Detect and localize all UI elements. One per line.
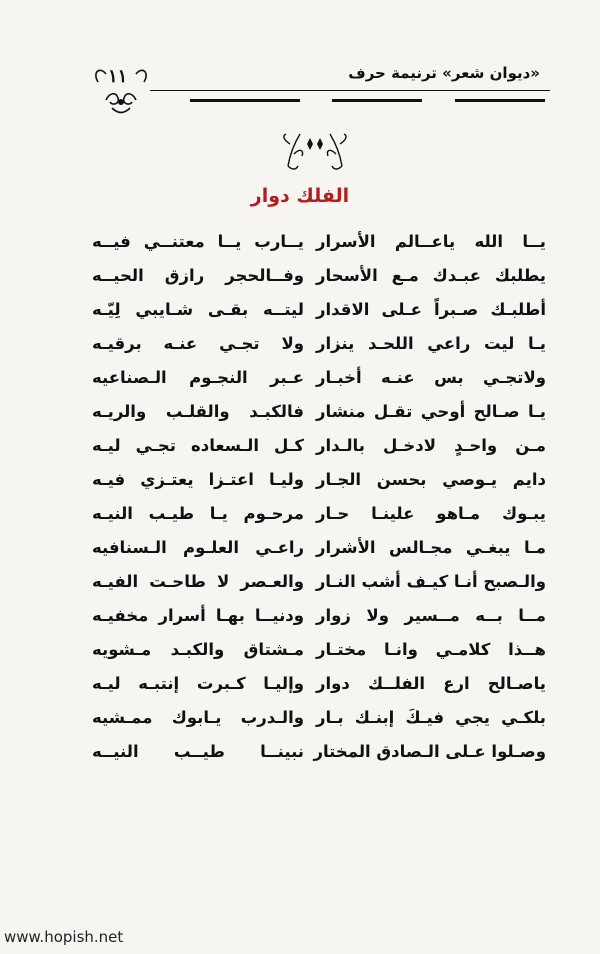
poem-title: الفلك دوار (250, 185, 350, 207)
verse-second-hemistich: يــارب يــا معتنــي فيــه (92, 232, 304, 251)
verse (0, 232, 600, 266)
verse-second-hemistich: نبينــا طيــب النيــه (92, 742, 304, 761)
verse-first-hemistich: مـا يبغـي مجـالس الأشرار (316, 538, 546, 557)
verse-first-hemistich: يطلبك عبـدك مـع الأسحار (316, 266, 546, 285)
floral-ornament-icon (280, 130, 350, 176)
verse (0, 300, 600, 334)
verse-first-hemistich: مـن واحـدٍ لادخـل بالـدار (316, 436, 546, 455)
verse (0, 266, 600, 300)
verse-second-hemistich: والـدرب يـابوك ممـشيه (92, 708, 304, 727)
verse (0, 572, 600, 606)
header-rule-thin (150, 90, 550, 91)
verse-first-hemistich: وصـلوا عـلى الـصادق المختار (313, 742, 546, 761)
verse (0, 368, 600, 402)
verse (0, 742, 600, 776)
verse (0, 674, 600, 708)
verse-first-hemistich: ولاتجـي بس عنـه أخبـار (316, 368, 546, 387)
verse (0, 606, 600, 640)
book-title: «ديوان شعر» ترنيمة حرف (348, 64, 540, 82)
verse-second-hemistich: عـبر النجـوم الـصناعيه (92, 368, 304, 387)
verse (0, 470, 600, 504)
verse-second-hemistich: ليتــه بقـى شـايبي لِيّـه (92, 300, 304, 319)
page-number: ١١ (108, 66, 128, 87)
verse (0, 640, 600, 674)
verse (0, 436, 600, 470)
verse-second-hemistich: ولا تجـي عنـه برقيـه (92, 334, 304, 353)
verse-second-hemistich: مرحـوم يـا طيـب النيـه (92, 504, 304, 523)
verse (0, 504, 600, 538)
verse-first-hemistich: بلكـي يجي فيـكَ إبنـك بـار (316, 708, 546, 727)
verse-first-hemistich: مــا بــه مــسير ولا زوار (316, 606, 546, 625)
header-rule-seg-2 (332, 99, 422, 102)
verse-first-hemistich: أطلبـك صـبراً عـلى الاقدار (316, 300, 546, 319)
verse-first-hemistich: دايم يـوصي بحسن الجـار (316, 470, 546, 489)
verse-first-hemistich: والـصبح أنـا كيـف أشب النـار (315, 572, 546, 591)
verse-second-hemistich: ودنيــا بهـا أسرار مخفيـه (92, 606, 304, 625)
verse-first-hemistich: يـا صـالح أوحي تقـل منشار (316, 402, 546, 421)
verse-second-hemistich: وفــالحجر رازق الحيــه (92, 266, 304, 285)
verse-second-hemistich: راعـي العلـوم الـسنافيه (92, 538, 304, 557)
verse (0, 402, 600, 436)
verse-first-hemistich: ياصـالح ارع الفلــك دوار (316, 674, 546, 693)
verse-second-hemistich: والعـصر لا طاحـت الفيـه (92, 572, 304, 591)
verse-second-hemistich: مـشتاق والكبـد مـشويه (92, 640, 304, 659)
verse-second-hemistich: وليـا اعتـزا يعتـزي فيـه (92, 470, 304, 489)
verse (0, 708, 600, 742)
header-rule-seg-3 (455, 99, 545, 102)
verse (0, 538, 600, 572)
verse-second-hemistich: وإليـا كـبرت إنتبـه ليـه (92, 674, 304, 693)
verse-first-hemistich: يبـوك مـاهو علينـا حـار (316, 504, 546, 523)
verse-second-hemistich: كـل الـسعاده تجـي ليـه (92, 436, 304, 455)
website-watermark: www.hopish.net (4, 928, 124, 946)
verse-first-hemistich: يـا ليت راعي اللحـد ينزار (316, 334, 546, 353)
verse-second-hemistich: فالكبـد والقلـب والريـه (92, 402, 304, 421)
verse-first-hemistich: هــذا كلامـي وانـا مختـار (316, 640, 546, 659)
header-rule-seg-1 (190, 99, 300, 102)
verse-first-hemistich: يــا الله ياعــالم الأسرار (316, 232, 546, 251)
verse (0, 334, 600, 368)
